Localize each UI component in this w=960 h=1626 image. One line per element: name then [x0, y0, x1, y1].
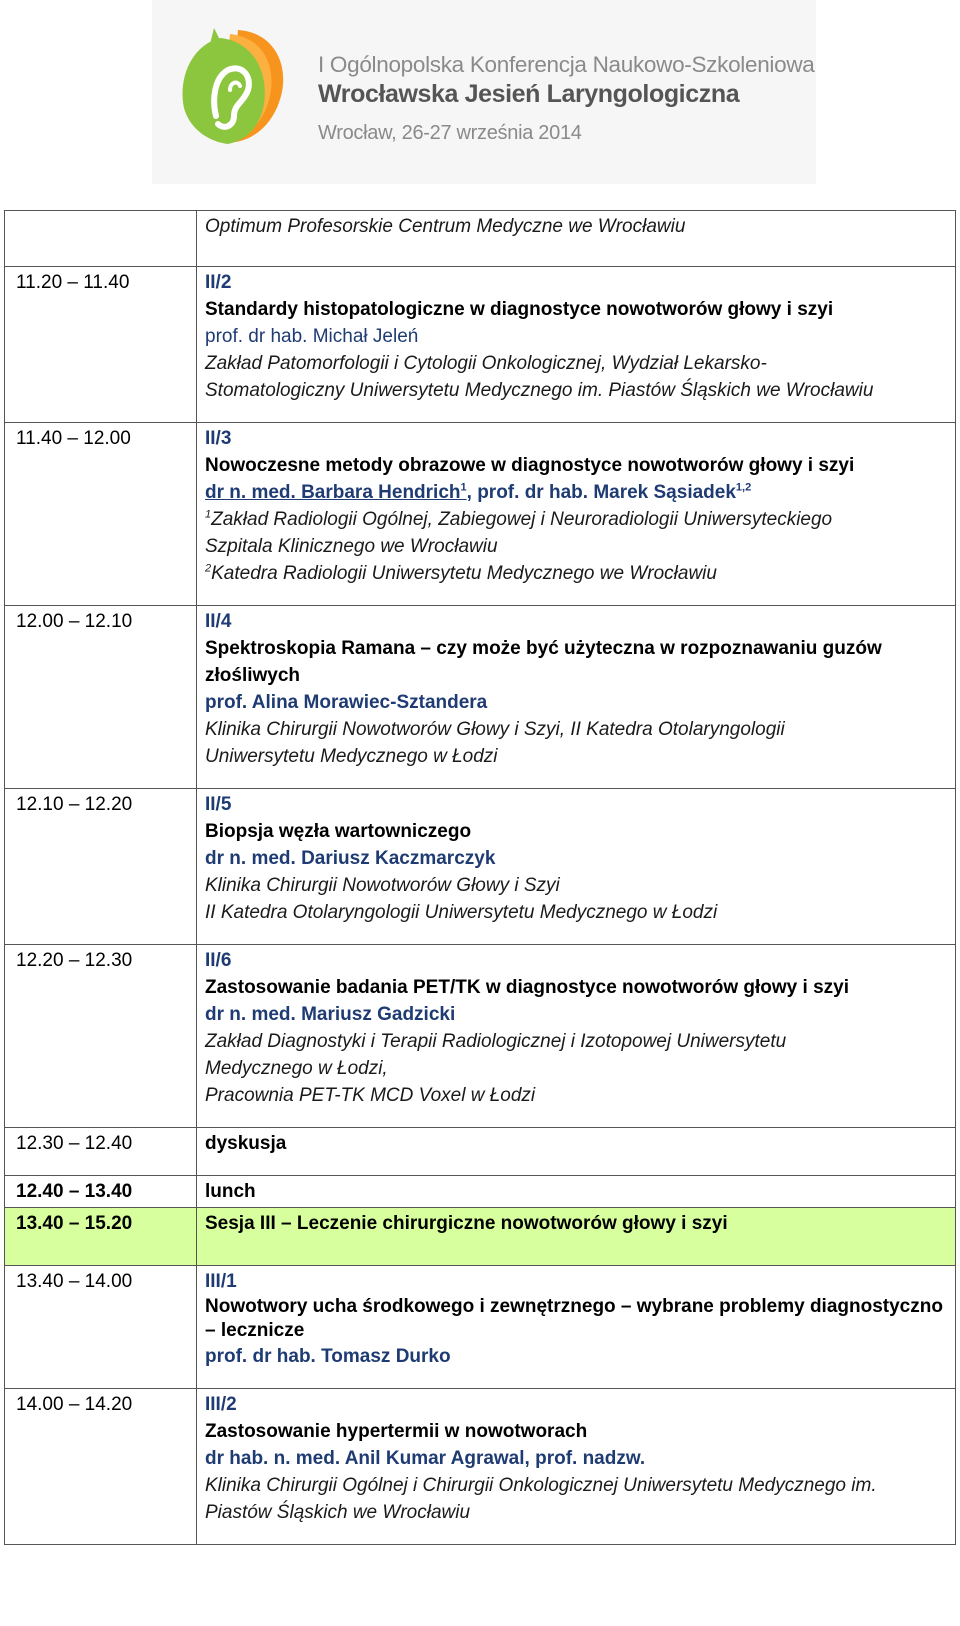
content-cell	[197, 267, 956, 423]
conference-title: Wrocławska Jesień Laryngologiczna	[318, 80, 740, 108]
affiliation: Klinika Chirurgii Nowotworów Głowy i Szyi	[205, 875, 560, 896]
discussion-label: dyskusja	[205, 1133, 287, 1154]
content-cell	[197, 423, 956, 606]
talk-title: Nowotwory ucha środkowego i zewnętrznego – wybrane problemy diagnostyczno – lecznicze	[205, 1296, 943, 1341]
table-row	[5, 945, 956, 1128]
ear-leaf-logo-icon	[176, 20, 296, 150]
time-cell: 11.40 – 12.00	[5, 423, 197, 606]
table-row	[5, 789, 956, 945]
affiliation: Pracownia PET-TK MCD Voxel w Łodzi	[205, 1085, 536, 1106]
speaker-prefix: prof.	[205, 692, 248, 713]
speaker-name: dr n. med. Barbara Hendrich$^1$,	[205, 481, 472, 503]
conference-date-place: Wrocław, 26-27 września 2014	[318, 122, 582, 144]
table-row	[5, 1176, 956, 1208]
content-cell	[197, 1176, 956, 1208]
conference-banner	[152, 0, 816, 184]
time-cell	[5, 211, 197, 267]
table-row	[5, 1128, 956, 1176]
table-row	[5, 211, 956, 267]
speaker-name: Mariusz Gadzicki	[301, 1004, 456, 1025]
affiliation: Szpitala Klinicznego we Wrocławiu	[205, 536, 498, 557]
content-cell	[197, 1208, 956, 1266]
speaker-prefix: prof. dr hab.	[477, 482, 589, 503]
talk-code: III/2	[205, 1394, 237, 1415]
speaker	[205, 845, 947, 872]
affiliation: Klinika Chirurgii Nowotworów Głowy i Szyi, II Katedra Otolaryngologii	[205, 719, 785, 740]
time-cell: 12.00 – 12.10	[5, 606, 197, 789]
affiliation: Medycznego w Łodzi,	[205, 1058, 388, 1079]
talk-code: II/2	[205, 272, 232, 293]
speaker-prefix: dr n. med.	[205, 1004, 296, 1025]
conference-subtitle: I Ogólnopolska Konferencja Naukowo-Szkoleniowa	[318, 52, 815, 77]
speaker-name: Dariusz Kaczmarczyk	[295, 848, 496, 869]
table-row	[5, 1389, 956, 1545]
talk-title: Standardy histopatologiczne w diagnostyce nowotworów głowy i szyi	[205, 299, 834, 320]
talk-title: Zastosowanie badania PET/TK w diagnostyce nowotworów głowy i szyi	[205, 977, 849, 998]
content-cell	[197, 211, 956, 267]
speaker-name: Alina Morawiec-Sztandera	[251, 692, 488, 713]
content-cell	[197, 789, 956, 945]
content-cell	[197, 1389, 956, 1545]
affiliation: Zakład Diagnostyki i Terapii Radiologicznej i Izotopowej Uniwersytetu	[205, 1031, 787, 1052]
time-cell: 12.20 – 12.30	[5, 945, 197, 1128]
affiliation: Zakład Patomorfologii i Cytologii Onkologicznej, Wydział Lekarsko-	[205, 353, 767, 374]
table-row	[5, 1266, 956, 1389]
affiliation: Stomatologiczny Uniwersytetu Medycznego im. Piastów Śląskich we Wrocławiu	[205, 380, 874, 401]
speaker: prof. dr hab. Tomasz Durko	[205, 1346, 451, 1367]
session-title: Sesja III – Leczenie chirurgiczne nowotworów głowy i szyi	[205, 1213, 728, 1234]
content-cell	[197, 945, 956, 1128]
talk-code: II/3	[205, 428, 232, 449]
affiliation: $^1$Zakład Radiologii Ogólnej, Zabiegowej i Neuroradiologii Uniwersyteckiego	[205, 508, 833, 530]
speaker-prefix: dr n. med.	[205, 848, 296, 869]
time-cell: 13.40 – 15.20	[5, 1208, 197, 1266]
affiliation: II Katedra Otolaryngologii Uniwersytetu Medycznego w Łodzi	[205, 902, 718, 923]
talk-title: Biopsja węzła wartowniczego	[205, 821, 472, 842]
content-cell	[197, 1266, 956, 1389]
table-row	[5, 606, 956, 789]
content-cell	[197, 1128, 956, 1176]
talk-code: II/5	[205, 794, 232, 815]
time-cell: 12.10 – 12.20	[5, 789, 197, 945]
session-header-row	[5, 1208, 956, 1266]
affiliation: Piastów Śląskich we Wrocławiu	[205, 1502, 471, 1523]
affiliation: $^2$Katedra Radiologii Uniwersytetu Medycznego we Wrocławiu	[205, 562, 717, 584]
time-cell: 12.40 – 13.40	[5, 1176, 197, 1208]
affiliation: Uniwersytetu Medycznego w Łodzi	[205, 746, 498, 767]
speaker	[205, 689, 947, 716]
speaker	[205, 1001, 947, 1028]
time-cell: 11.20 – 11.40	[5, 267, 197, 423]
time-cell: 13.40 – 14.00	[5, 1266, 197, 1389]
talk-code: III/1	[205, 1271, 237, 1292]
talk-title: Zastosowanie hypertermii w nowotworach	[205, 1421, 588, 1442]
time-cell: 12.30 – 12.40	[5, 1128, 197, 1176]
table-row	[5, 267, 956, 423]
time-cell: 14.00 – 14.20	[5, 1389, 197, 1545]
affiliation: Klinika Chirurgii Ogólnej i Chirurgii Onkologicznej Uniwersytetu Medycznego im.	[205, 1475, 877, 1496]
speaker-name: Marek Sąsiadek	[593, 482, 736, 503]
speaker	[205, 323, 947, 350]
talk-title: Nowoczesne metody obrazowe w diagnostyce nowotworów głowy i szyi	[205, 455, 855, 476]
speakers: dr n. med. Barbara Hendrich$^1$, prof. dr hab. Marek Sąsiadek$^{1,2}$	[205, 481, 752, 503]
speaker-prefix: prof. dr hab.	[205, 326, 308, 347]
content-cell	[197, 606, 956, 789]
talk-code: II/6	[205, 950, 232, 971]
speaker: dr hab. n. med. Anil Kumar Agrawal, prof. nadzw.	[205, 1448, 646, 1469]
lunch-label: lunch	[205, 1181, 256, 1202]
talk-title: Spektroskopia Ramana – czy może być użyteczna w rozpoznawaniu guzów złośliwych	[205, 638, 882, 686]
speaker-name: Michał Jeleń	[312, 326, 419, 347]
table-row	[5, 423, 956, 606]
affiliation: Optimum Profesorskie Centrum Medyczne we Wrocławiu	[205, 216, 686, 237]
talk-code: II/4	[205, 611, 232, 632]
program-table	[4, 210, 956, 1545]
